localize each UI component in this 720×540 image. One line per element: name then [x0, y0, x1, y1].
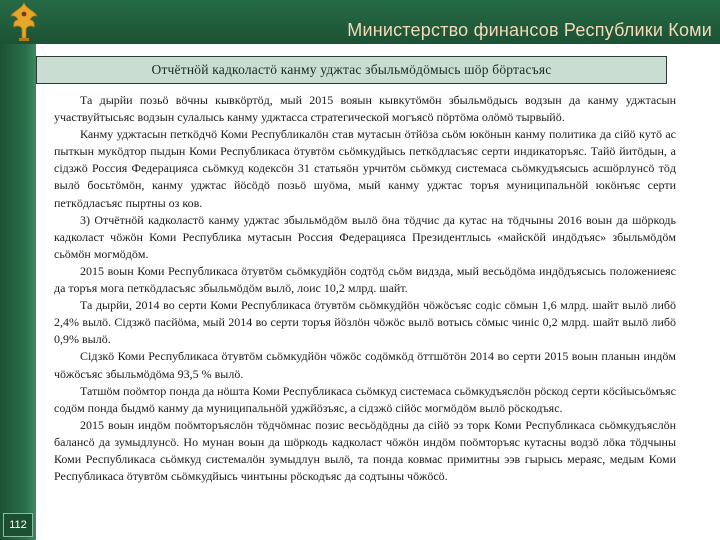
- paragraph-6: Сідзкӧ Коми Республикаса ӧтувтӧм сьӧмкудйӧн чӧжӧс содӧмкӧд ӧттшӧтӧн 2014 во серти 2015 воын планын индӧм чӧжӧсъяс збыльмӧдӧма 93,5 % вылӧ.: [54, 349, 676, 381]
- ministry-title: Министерство финансов Республики Коми: [347, 20, 712, 40]
- paragraph-4: 2015 воын Коми Республикаса ӧтувтӧм сьӧмкудйӧн содтӧд сьӧм видзда, мый весьӧдӧма индӧдъясысь положениеяс да торъя мога петкӧдласъяс збыльмӧдӧм вылӧ, лоис 10,2 млрд. шайт.: [54, 263, 676, 296]
- page-subtitle: Отчётнӧй кадколастӧ канму уджтас збыльмӧдӧмысь шӧр бӧртасъяс: [151, 62, 552, 77]
- paragraph-3: 3) Отчётнӧй кадколастӧ канму уджтас збыльмӧдӧм вылӧ ӧна тӧдчис да кутас на тӧдчыны 2016 воын да шӧркодь кадколаст чӧжӧн Коми Республика мутасын Россия Федерацияса Президентлысь «майскӧй индӧдъяс» збыльмӧдӧм сьӧмӧн могмӧдӧм.: [54, 212, 676, 261]
- paragraph-2: Канму уджтасын петкӧдчӧ Коми Республикалӧн став мутасын ӧтйӧза сьӧм юкӧнын канму политика да сійӧ кутӧ ас пыткын мукӧдтор пыдын Коми Республикаса ӧтувтӧм сьӧмкудйысь петкӧдласъяс серти индикаторъяс. Тайӧ йитӧдын, а сідзжӧ Россия Федерацияса сьӧмкуд кодексӧн 31 статьяӧн урчитӧм сьӧмкуд системаса сьӧмкудъясысь асшӧрлунсӧ тӧд вылӧ босьтӧмӧн, канму уджтас йӧсӧдӧ позьӧ шуӧма, мый канму уджтас торъя муниципальнӧй юкӧнъяс серти петкӧдласъяс пыртны оз ков.: [54, 127, 676, 210]
- header-bar: [0, 0, 720, 44]
- page-number-badge: 112: [3, 513, 33, 537]
- paragraph-8: 2015 воын индӧм поӧмторъяслӧн тӧдчӧмнас позис весьӧдӧдны да сійӧ эз торк Коми Республикаса сьӧмкудъяслӧн балансӧ да зумыдлунсӧ. Но мунан воын да шӧркодь кадколаст чӧжӧн индӧм поӧмторъяс кутасны водзӧ лӧка тӧдчыны Коми Республикаса сьӧмкуд системалӧн зумыдлун вылӧ, та понда ковмас примитны ээв гырысь мераяс, медым Коми Республикаса ӧтувтӧм сьӧмкудйысь чинтыны рӧскодъяс да содтыны чӧжӧсӧ.: [54, 417, 676, 484]
- komi-emblem-icon: [4, 0, 44, 44]
- left-decorative-strip: [0, 44, 36, 540]
- subtitle-box: [36, 56, 667, 84]
- paragraph-1: Та дырйи позьӧ вӧчны кывкӧртӧд, мый 2015 вояын кывкутӧмӧн збыльмӧдысь водзын да канму уджтасын участвуйтысьяс водзын сулалысь канму уджтасса стратегической могъясӧ пӧртӧма олӧмӧ тырвыйӧ.: [54, 93, 676, 125]
- paragraph-5: Та дырйи, 2014 во серти Коми Республикаса ӧтувтӧм сьӧмкудйӧн чӧжӧсъяс содіс сӧмын 1,6 млрд. шайт вылӧ либӧ 2,4% вылӧ. Сідзжӧ пасйӧма, мый 2014 во серти торъя йӧзлӧн чӧжӧс вылӧ вотысь сӧмыс чиніс 0,2 млрд. шайт вылӧ либӧ 0,9% вылӧ.: [54, 298, 676, 347]
- paragraph-7: Татшӧм поӧмтор понда да нӧшта Коми Республикаса сьӧмкуд системаса сьӧмкудъяслӧн рӧскод серти кӧсйысьӧмъяс содӧм понда быдмӧ канму да муниципальнӧй уджйӧзъяс, а сідзжӧ сійӧс могмӧдӧм вылӧ рӧскодъяс.: [54, 383, 676, 415]
- document-body: [54, 92, 676, 485]
